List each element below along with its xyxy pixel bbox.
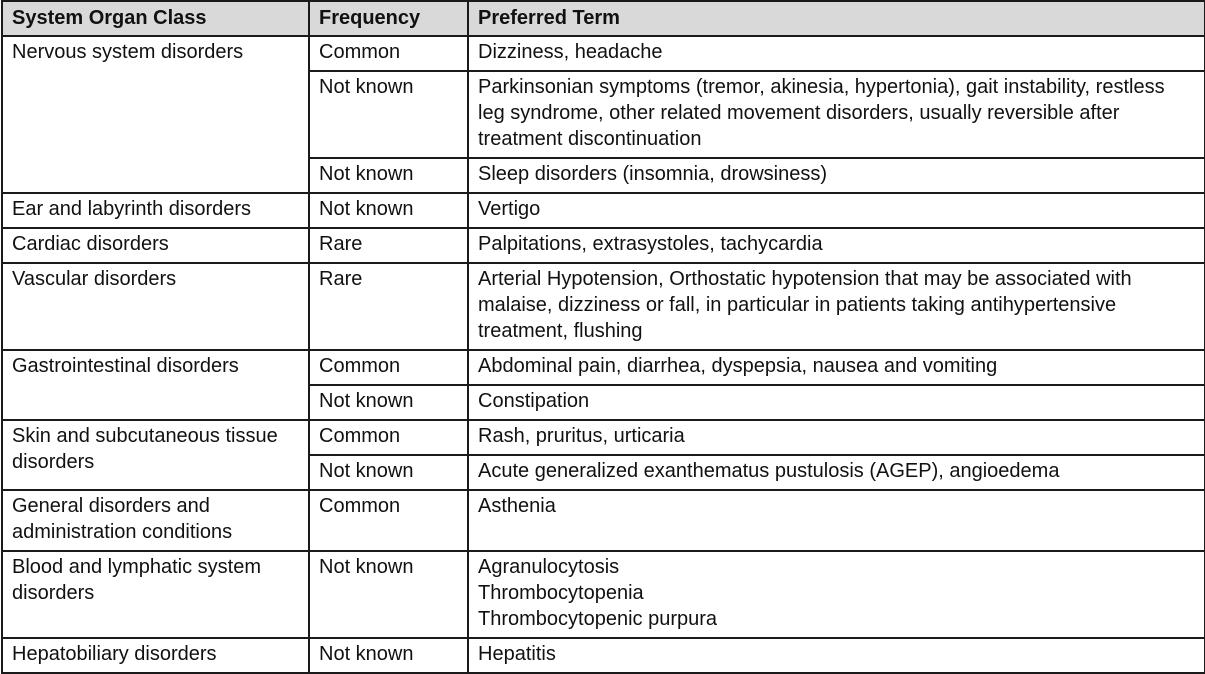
preferred-term-text: Constipation <box>478 390 590 412</box>
preferred-term-text: Thrombocytopenia <box>478 582 644 604</box>
preferred-term-text: Sleep disorders (insomnia, drowsiness) <box>478 163 828 185</box>
adverse-reactions-table <box>1 0 1205 674</box>
frequency-cell: Rare <box>309 228 468 263</box>
preferred-term-text: Thrombocytopenic purpura <box>478 608 718 630</box>
preferred-term-text: Abdominal pain, diarrhea, dyspepsia, nausea and vomiting <box>478 355 998 377</box>
system-organ-class-cell: Hepatobiliary disorders <box>2 638 309 673</box>
preferred-term-cell <box>468 71 1205 158</box>
frequency-cell: Rare <box>309 263 468 350</box>
preferred-term-text: Parkinsonian symptoms (tremor, akinesia, hypertonia), gait instability, restless leg syndrome, other related movement disorders, usually reversible after treatment discontinuation <box>478 76 1165 150</box>
preferred-term-text: Vertigo <box>478 198 541 220</box>
frequency-cell: Not known <box>309 193 468 228</box>
frequency-cell: Not known <box>309 158 468 193</box>
header-preferred-term: Preferred Term <box>468 1 1205 36</box>
system-organ-class-cell: Blood and lymphatic system disorders <box>2 551 309 638</box>
preferred-term-cell <box>468 193 1205 228</box>
frequency-cell: Not known <box>309 551 468 638</box>
system-organ-class-cell: General disorders and administration conditions <box>2 490 309 551</box>
header-row <box>2 1 1205 36</box>
system-organ-class-cell: Vascular disorders <box>2 263 309 350</box>
preferred-term-text: Arterial Hypotension, Orthostatic hypotension that may be associated with malaise, dizziness or fall, in particular in patients taking antihypertensive treatment, flushing <box>478 268 1132 342</box>
preferred-term-text: Hepatitis <box>478 643 556 665</box>
table-row <box>2 228 1205 263</box>
frequency-cell: Not known <box>309 385 468 420</box>
table-row <box>2 263 1205 350</box>
frequency-cell: Common <box>309 350 468 385</box>
table-row <box>2 350 1205 385</box>
preferred-term-cell <box>468 263 1205 350</box>
preferred-term-cell <box>468 420 1205 455</box>
preferred-term-cell <box>468 490 1205 551</box>
frequency-cell: Common <box>309 490 468 551</box>
table-row <box>2 420 1205 455</box>
preferred-term-cell <box>468 551 1205 638</box>
system-organ-class-cell: Nervous system disorders <box>2 36 309 193</box>
preferred-term-cell <box>468 455 1205 490</box>
table-row <box>2 490 1205 551</box>
preferred-term-cell <box>468 228 1205 263</box>
frequency-cell: Not known <box>309 638 468 673</box>
preferred-term-text: Agranulocytosis <box>478 556 620 578</box>
system-organ-class-cell: Gastrointestinal disorders <box>2 350 309 420</box>
preferred-term-cell <box>468 638 1205 673</box>
system-organ-class-cell: Cardiac disorders <box>2 228 309 263</box>
preferred-term-text: Palpitations, extrasystoles, tachycardia <box>478 233 823 255</box>
preferred-term-cell <box>468 158 1205 193</box>
table-row <box>2 551 1205 638</box>
preferred-term-cell <box>468 385 1205 420</box>
preferred-term-text: Dizziness, headache <box>478 41 663 63</box>
preferred-term-text: Asthenia <box>478 495 556 517</box>
table-header <box>2 1 1205 36</box>
table-row <box>2 36 1205 71</box>
frequency-cell: Not known <box>309 455 468 490</box>
frequency-cell: Common <box>309 420 468 455</box>
frequency-cell: Common <box>309 36 468 71</box>
header-system-organ-class: System Organ Class <box>2 1 309 36</box>
preferred-term-cell <box>468 36 1205 71</box>
table-body <box>2 36 1205 673</box>
table-row <box>2 638 1205 673</box>
system-organ-class-cell: Ear and labyrinth disorders <box>2 193 309 228</box>
header-frequency: Frequency <box>309 1 468 36</box>
preferred-term-text: Rash, pruritus, urticaria <box>478 425 685 447</box>
frequency-cell: Not known <box>309 71 468 158</box>
preferred-term-text: Acute generalized exanthematus pustulosis (AGEP), angioedema <box>478 460 1060 482</box>
system-organ-class-cell: Skin and subcutaneous tissue disorders <box>2 420 309 490</box>
preferred-term-cell <box>468 350 1205 385</box>
table-row <box>2 193 1205 228</box>
